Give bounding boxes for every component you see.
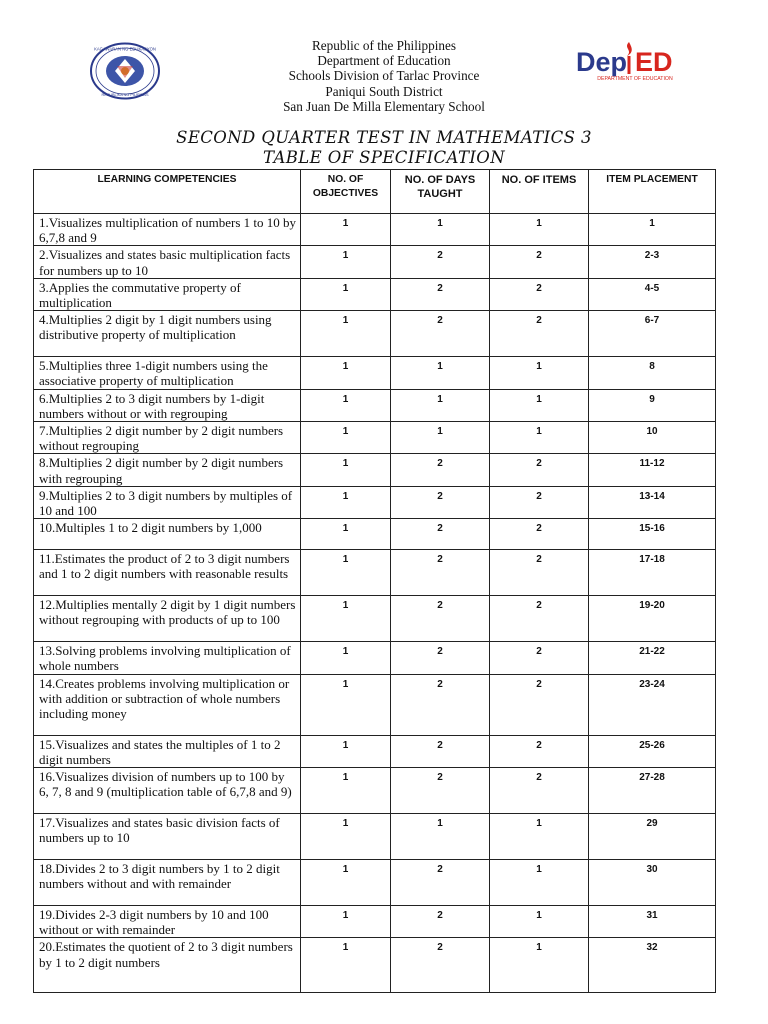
table-row [34,454,716,486]
items-cell: 1 [490,814,589,860]
items-cell: 2 [490,454,589,486]
placement-cell: 1 [589,214,716,246]
competency-cell: 6.Multiplies 2 to 3 digit numbers by 1-digit numbers without or with regrouping [34,389,301,421]
table-row [34,278,716,310]
competency-cell: 15.Visualizes and states the multiples of 1 to 2 digit numbers [34,735,301,767]
header-placement: ITEM PLACEMENT [589,170,716,214]
placement-cell: 11-12 [589,454,716,486]
placement-cell: 19-20 [589,596,716,642]
items-cell: 1 [490,357,589,389]
objectives-cell: 1 [301,454,391,486]
competency-cell: 20.Estimates the quotient of 2 to 3 digit numbers by 1 to 2 digit numbers [34,938,301,993]
days-cell: 2 [391,938,490,993]
table-row [34,311,716,357]
table-row [34,938,716,993]
objectives-cell: 1 [301,550,391,596]
placement-cell: 17-18 [589,550,716,596]
placement-cell: 23-24 [589,674,716,735]
competency-cell: 13.Solving problems involving multiplication of whole numbers [34,642,301,674]
objectives-cell: 1 [301,596,391,642]
days-cell: 1 [391,214,490,246]
table-header-row [34,170,716,214]
days-cell: 2 [391,860,490,906]
days-cell: 2 [391,642,490,674]
objectives-cell: 1 [301,389,391,421]
days-cell: 2 [391,906,490,938]
table-row [34,596,716,642]
seal-bottom-text: REPUBLIKA NG PILIPINAS [101,93,149,97]
days-cell: 2 [391,311,490,357]
competency-cell: 18.Divides 2 to 3 digit numbers by 1 to 2 digit numbers without and with remainder [34,860,301,906]
placement-cell: 13-14 [589,486,716,518]
deped-wordmark-left: Dep [576,47,628,77]
competency-cell: 19.Divides 2-3 digit numbers by 10 and 100 without or with remainder [34,906,301,938]
header-line-district: Paniqui South District [325,83,443,99]
competency-cell: 10.Multiples 1 to 2 digit numbers by 1,000 [34,519,301,550]
header-items: NO. OF ITEMS [490,170,589,214]
document-title: SECOND QUARTER TEST IN MATHEMATICS 3 [176,128,592,147]
objectives-cell: 1 [301,768,391,814]
placement-cell: 6-7 [589,311,716,357]
table-row [34,735,716,767]
competency-cell: 14.Creates problems involving multiplication or with addition or subtraction of whole numbers including money [34,674,301,735]
objectives-cell: 1 [301,486,391,518]
days-cell: 2 [391,674,490,735]
days-cell: 1 [391,422,490,454]
table-body [34,214,716,993]
header-objectives: NO. OF OBJECTIVES [301,170,391,214]
competency-cell: 11.Estimates the product of 2 to 3 digit numbers and 1 to 2 digit numbers with reasonable results [34,550,301,596]
table-row [34,674,716,735]
objectives-cell: 1 [301,422,391,454]
competency-cell: 4.Multiplies 2 digit by 1 digit numbers using distributive property of multiplication [34,311,301,357]
placement-cell: 15-16 [589,519,716,550]
days-cell: 2 [391,550,490,596]
objectives-cell: 1 [301,278,391,310]
placement-cell: 2-3 [589,246,716,278]
items-cell: 2 [490,596,589,642]
table-row [34,486,716,518]
items-cell: 1 [490,214,589,246]
placement-cell: 21-22 [589,642,716,674]
objectives-cell: 1 [301,674,391,735]
competency-cell: 5.Multiplies three 1-digit numbers using the associative property of multiplication [34,357,301,389]
competency-cell: 16.Visualizes division of numbers up to 100 by 6, 7, 8 and 9 (multiplication table of 6,7,8 and 9) [34,768,301,814]
objectives-cell: 1 [301,642,391,674]
objectives-cell: 1 [301,214,391,246]
objectives-cell: 1 [301,519,391,550]
objectives-cell: 1 [301,814,391,860]
placement-cell: 30 [589,860,716,906]
header-line-school: San Juan De Milla Elementary School [283,98,485,114]
items-cell: 2 [490,278,589,310]
objectives-cell: 1 [301,860,391,906]
seal-top-text: KAGAWARAN NG EDUKASYON [94,46,156,52]
items-cell: 2 [490,486,589,518]
days-cell: 1 [391,389,490,421]
competency-cell: 9.Multiplies 2 to 3 digit numbers by multiples of 10 and 100 [34,486,301,518]
competency-cell: 17.Visualizes and states basic division facts of numbers up to 10 [34,814,301,860]
placement-cell: 31 [589,906,716,938]
items-cell: 2 [490,519,589,550]
competency-cell: 3.Applies the commutative property of multiplication [34,278,301,310]
days-cell: 2 [391,246,490,278]
items-cell: 2 [490,674,589,735]
header-competencies: LEARNING COMPETENCIES [34,170,301,214]
placement-cell: 32 [589,938,716,993]
table-row [34,906,716,938]
placement-cell: 9 [589,389,716,421]
items-cell: 2 [490,768,589,814]
table-row [34,550,716,596]
competency-cell: 8.Multiplies 2 digit number by 2 digit numbers with regrouping [34,454,301,486]
days-cell: 2 [391,486,490,518]
table-row [34,214,716,246]
objectives-cell: 1 [301,311,391,357]
items-cell: 1 [490,422,589,454]
placement-cell: 4-5 [589,278,716,310]
items-cell: 2 [490,735,589,767]
placement-cell: 8 [589,357,716,389]
specification-table [33,169,716,993]
placement-cell: 29 [589,814,716,860]
objectives-cell: 1 [301,735,391,767]
objectives-cell: 1 [301,906,391,938]
document-subtitle: TABLE OF SPECIFICATION [262,148,506,167]
deped-subtitle: DEPARTMENT OF EDUCATION [597,76,673,82]
table-row [34,422,716,454]
days-cell: 2 [391,278,490,310]
document-titles [0,128,768,168]
placement-cell: 27-28 [589,768,716,814]
deped-wordmark-right: ED [635,47,673,77]
competency-cell: 12.Multiplies mentally 2 digit by 1 digit numbers without regrouping with products of up to 100 [34,596,301,642]
table-row [34,814,716,860]
days-cell: 1 [391,814,490,860]
header-days: NO. OF DAYS TAUGHT [391,170,490,214]
days-cell: 2 [391,735,490,767]
items-cell: 1 [490,906,589,938]
placement-cell: 10 [589,422,716,454]
items-cell: 2 [490,550,589,596]
days-cell: 2 [391,454,490,486]
table-row [34,357,716,389]
items-cell: 2 [490,642,589,674]
placement-cell: 25-26 [589,735,716,767]
header-line-department: Department of Education [317,53,451,69]
objectives-cell: 1 [301,246,391,278]
days-cell: 1 [391,357,490,389]
days-cell: 2 [391,596,490,642]
table-row [34,246,716,278]
items-cell: 2 [490,311,589,357]
days-cell: 2 [391,768,490,814]
header-line-republic: Republic of the Philippines [312,38,456,53]
objectives-cell: 1 [301,938,391,993]
table-row [34,860,716,906]
document-header [0,38,768,114]
competency-cell: 7.Multiplies 2 digit number by 2 digit numbers without regrouping [34,422,301,454]
items-cell: 2 [490,246,589,278]
competency-cell: 2.Visualizes and states basic multiplication facts for numbers up to 10 [34,246,301,278]
table-row [34,768,716,814]
table-row [34,519,716,550]
table-row [34,389,716,421]
header-line-division: Schools Division of Tarlac Province [288,68,480,84]
days-cell: 2 [391,519,490,550]
items-cell: 1 [490,938,589,993]
items-cell: 1 [490,860,589,906]
table-row [34,642,716,674]
items-cell: 1 [490,389,589,421]
competency-cell: 1.Visualizes multiplication of numbers 1 to 10 by 6,7,8 and 9 [34,214,301,246]
objectives-cell: 1 [301,357,391,389]
